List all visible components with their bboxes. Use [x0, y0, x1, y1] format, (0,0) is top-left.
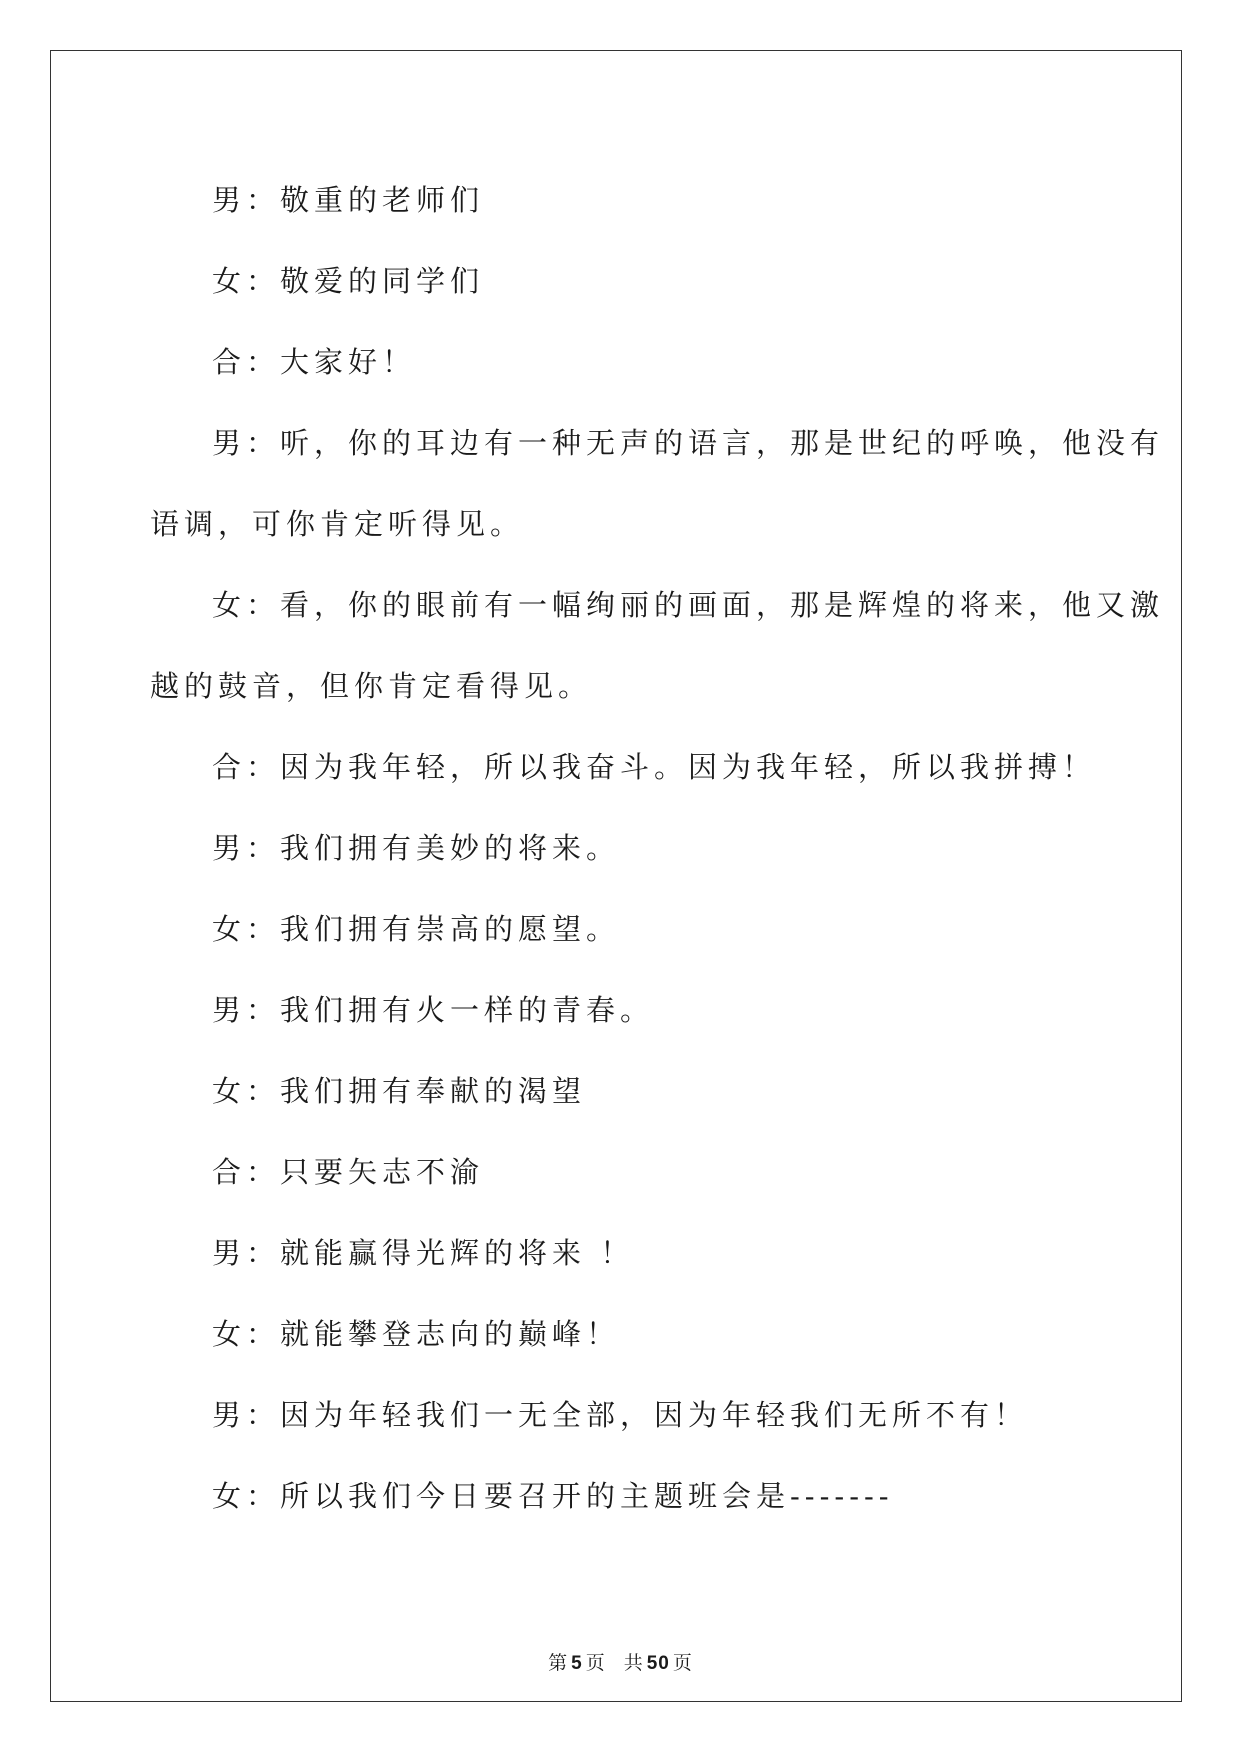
- script-line: 合：因为我年轻，所以我奋斗。因为我年轻，所以我拼搏！: [212, 750, 1097, 784]
- script-line: 女：敬爱的同学们: [212, 264, 485, 298]
- script-line: 男：听，你的耳边有一种无声的语言，那是世纪的呼唤，他没有: [212, 426, 1165, 460]
- total-prefix: 共: [623, 1653, 644, 1674]
- script-line-continuation: 越的鼓音，但你肯定看得见。: [150, 669, 593, 703]
- script-line: 女：我们拥有奉献的渴望: [212, 1074, 587, 1108]
- page-prefix: 第: [548, 1653, 569, 1674]
- total-suffix: 页: [672, 1653, 693, 1674]
- script-line: 合：大家好！: [212, 345, 417, 379]
- script-line: 女：就能攀登志向的巅峰！: [212, 1317, 621, 1351]
- script-line: 男：就能赢得光辉的将来 ！: [212, 1236, 635, 1270]
- script-line: 女：所以我们今日要召开的主题班会是-------: [212, 1479, 894, 1513]
- script-line: 男：我们拥有美妙的将来。: [212, 831, 621, 865]
- script-line: 男：我们拥有火一样的青春。: [212, 993, 655, 1027]
- script-line: 男：敬重的老师们: [212, 183, 485, 217]
- page-footer: [0, 1648, 1241, 1675]
- total-pages: 50: [646, 1653, 670, 1674]
- document-body: [150, 160, 1165, 1537]
- script-line: 男：因为年轻我们一无全部，因为年轻我们无所不有！: [212, 1398, 1029, 1432]
- page-number: 5: [571, 1653, 583, 1674]
- script-line: 女：我们拥有崇高的愿望。: [212, 912, 621, 946]
- script-line-continuation: 语调，可你肯定听得见。: [150, 507, 525, 541]
- script-line: 合：只要矢志不渝: [212, 1155, 485, 1189]
- script-line: 女：看，你的眼前有一幅绚丽的画面，那是辉煌的将来，他又激: [212, 588, 1165, 622]
- page-suffix: 页: [585, 1653, 606, 1674]
